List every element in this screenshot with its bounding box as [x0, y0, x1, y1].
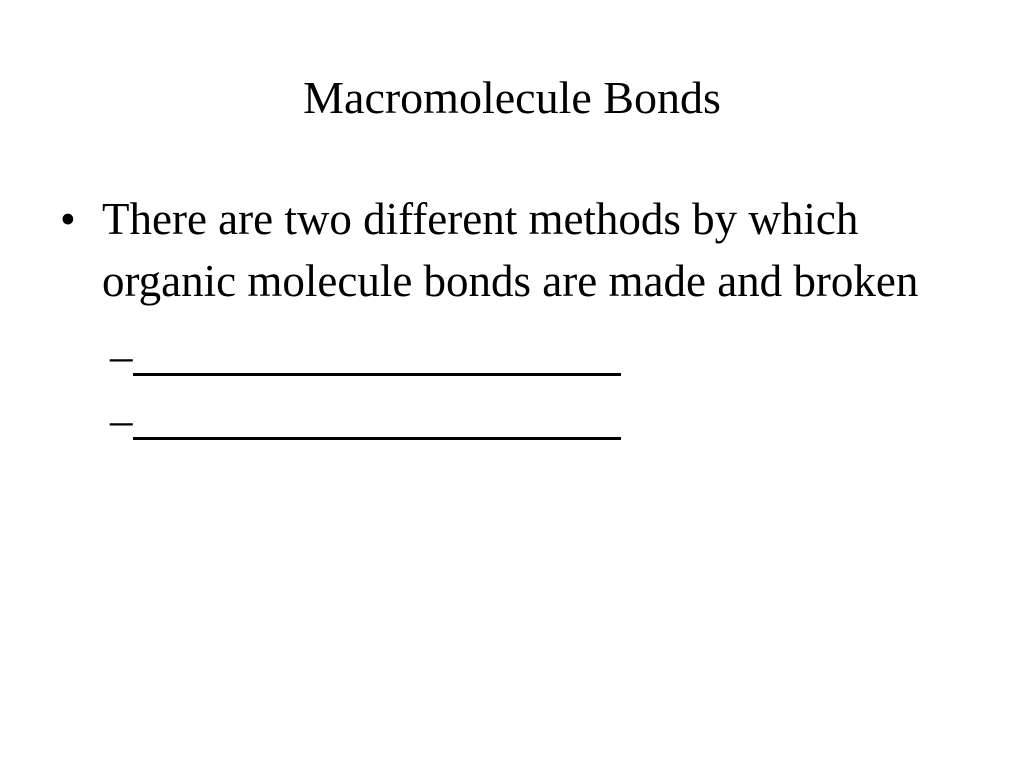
sub-bullet-list	[60, 324, 940, 452]
slide-title: Macromolecule Bonds	[303, 72, 721, 123]
sub-bullet-item	[110, 388, 940, 452]
slide-content	[60, 188, 940, 452]
bullet-text: There are two different methods by which organic molecule bonds are made and broken	[102, 194, 919, 306]
dash-marker: –	[110, 331, 133, 381]
bullet-marker: •	[60, 194, 76, 244]
sub-bullet-item	[110, 324, 940, 388]
fill-in-blank-line	[133, 321, 621, 376]
dash-marker: –	[110, 395, 133, 445]
bullet-item	[60, 188, 940, 312]
fill-in-blank-line	[133, 385, 621, 440]
